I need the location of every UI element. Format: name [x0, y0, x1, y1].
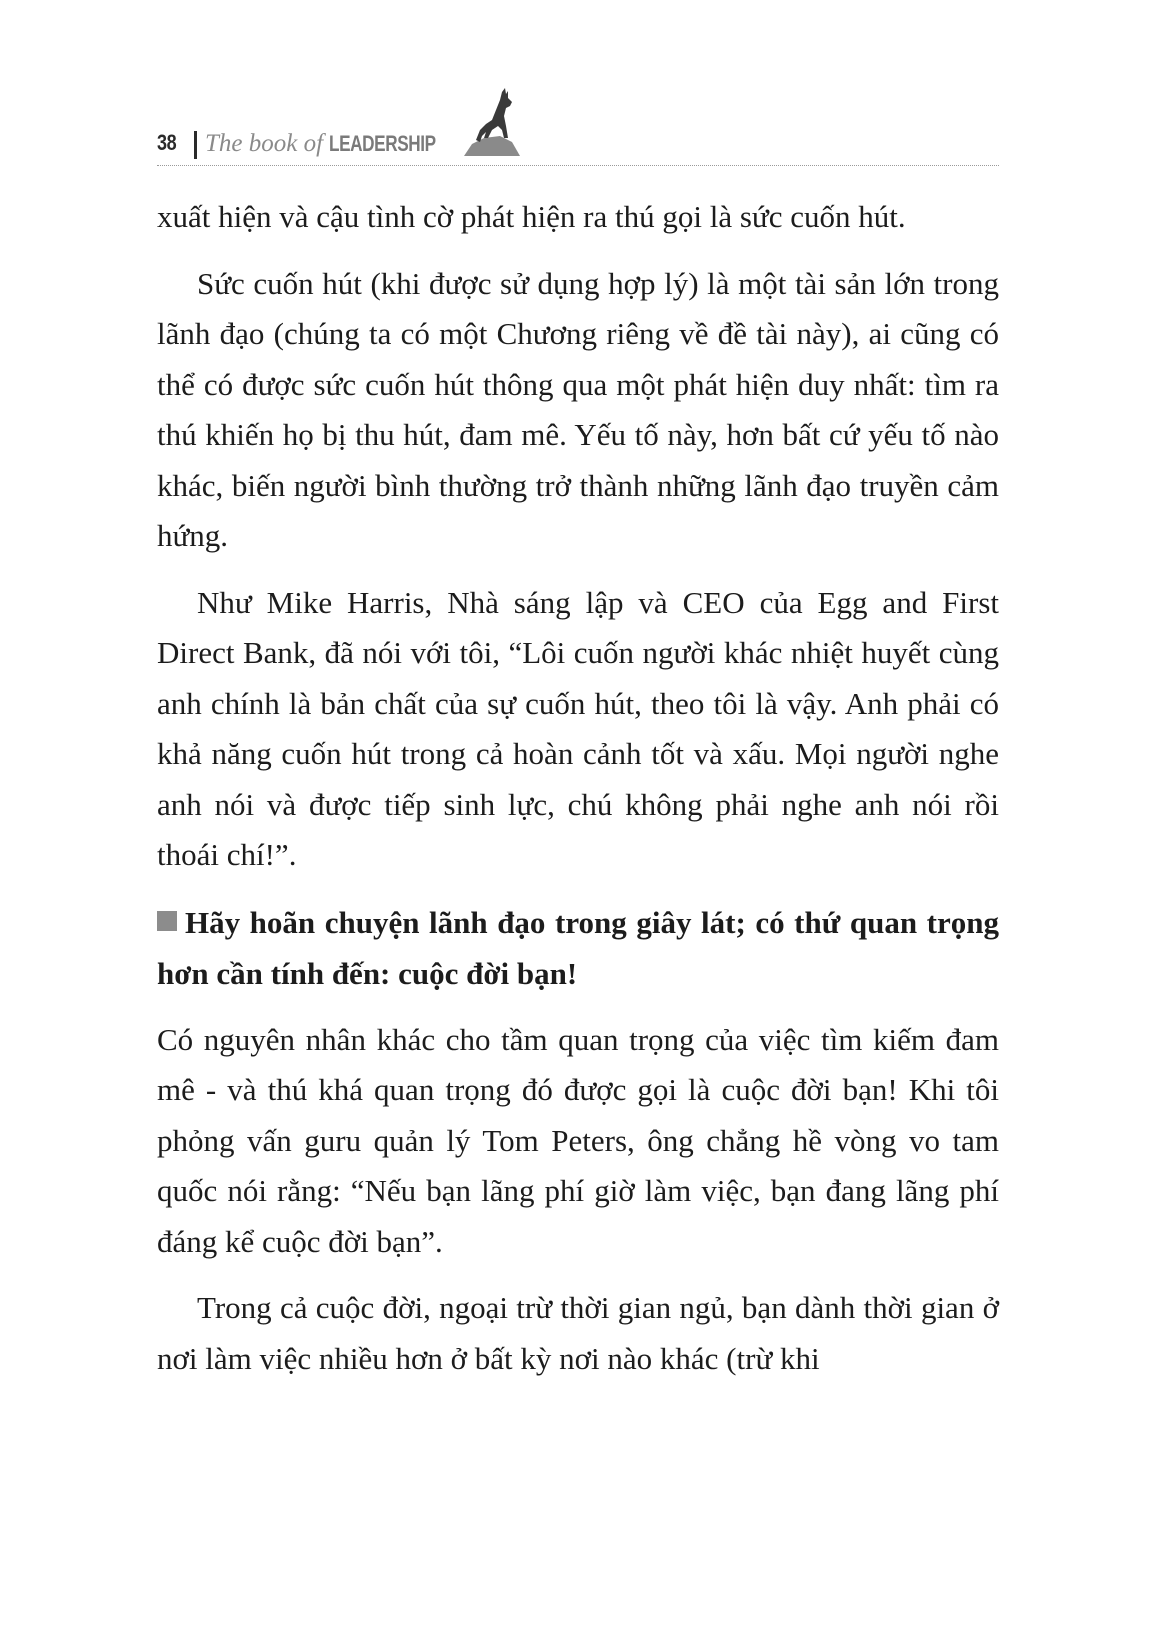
paragraph-mike-harris-quote: Như Mike Harris, Nhà sáng lập và CEO của Egg and First Direct Bank, đã nói với tôi, “Lôi cuốn người khác nhiệt huyết cùng anh chính là bản chất của sự cuốn hút, theo tôi là vậy. Anh phải có khả năng cuốn hút trong cả hoàn cảnh tốt và xấu. Mọi người nghe anh nói và được tiếp sinh lực, chú không phải nghe anh nói rồi thoái chí!”. — [157, 584, 999, 872]
section-subheading — [157, 897, 999, 999]
wolf-howling-icon — [462, 86, 522, 158]
book-title — [205, 130, 466, 158]
paragraph-tom-peters: Có nguyên nhân khác cho tầm quan trọng của việc tìm kiếm đam mê - và thú khá quan trọng đó được gọi là cuộc đời bạn! Khi tôi phỏng vấn guru quản lý Tom Peters, ông chẳng hề vòng vo tam quốc nói rằng: “Nếu bạn lãng phí giờ làm việc, bạn đang lãng phí đáng kể cuộc đời bạn”. — [157, 1021, 999, 1259]
book-title-strong: LEADERSHIP — [329, 131, 436, 156]
subheading-text: Hãy hoãn chuyện lãnh đạo trong giây lát; có thứ quan trọng hơn cần tính đến: cuộc đời bạn! — [157, 904, 999, 991]
running-header — [157, 86, 999, 168]
header-divider — [194, 131, 197, 159]
page-number: 38 — [157, 130, 177, 155]
page-body — [157, 192, 999, 1384]
paragraph-continued: xuất hiện và cậu tình cờ phát hiện ra thú gọi là sức cuốn hút. — [157, 199, 906, 234]
paragraph-working-life: Trong cả cuộc đời, ngoại trừ thời gian ngủ, bạn dành thời gian ở nơi làm việc nhiều hơn ở bất kỳ nơi nào khác (trừ khi — [157, 1290, 999, 1376]
book-title-italic: The book of — [205, 130, 330, 157]
header-rule — [157, 165, 999, 166]
paragraph-charisma: Sức cuốn hút (khi được sử dụng hợp lý) là một tài sản lớn trong lãnh đạo (chúng ta có một Chương riêng về đề tài này), ai cũng có thể có được sức cuốn hút thông qua một phát hiện duy nhất: tìm ra thú khiến họ bị thu hút, đam mê. Yếu tố này, hơn bất cứ yếu tố nào khác, biến người bình thường trở thành những lãnh đạo truyền cảm hứng. — [157, 265, 999, 553]
square-bullet-icon — [157, 911, 177, 931]
